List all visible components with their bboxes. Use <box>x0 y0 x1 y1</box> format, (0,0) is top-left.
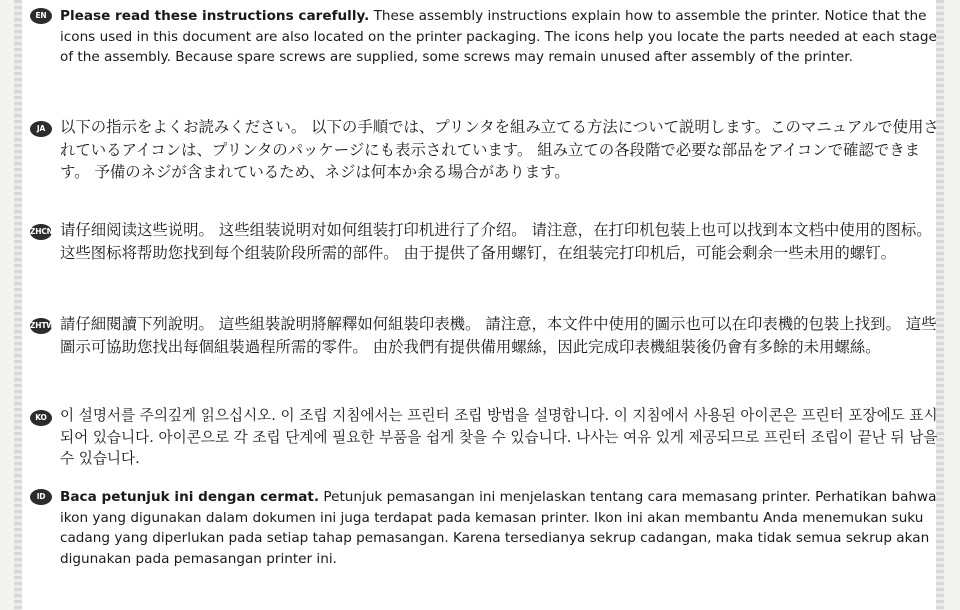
language-badge-ko: KO <box>30 410 52 426</box>
instruction-page <box>14 0 944 610</box>
language-badge-zhtw: ZHTW <box>30 318 52 334</box>
language-badge-en: EN <box>30 8 52 24</box>
scan-edge-left <box>14 0 22 610</box>
text-english: These assembly instructions explain how to assemble the printer. Notice that the icons used in this document are also located on the printer packaging. The icons help you locate the parts needed at each stage of the assembly. Because spare screws are supplied, some screws may remain unused after assembly of the printer. <box>60 8 937 66</box>
text-traditional-chinese: 請仔細閱讀下列說明。 這些組裝說明將解釋如何組裝印表機。 請注意，本文件中使用的圖示也可以在印表機的包裝上找到。 這些圖示可協助您找出每個組裝過程所需的零件。 由於我們有提供備用螺絲，因此完成印表機組裝後仍會有多餘的未用螺絲。 <box>60 315 937 356</box>
section-indonesian <box>36 487 940 569</box>
lead-indonesian: Baca petunjuk ini dengan cermat. <box>60 489 320 505</box>
section-traditional-chinese <box>30 313 940 358</box>
language-badge-ja: JA <box>30 121 52 137</box>
section-japanese <box>36 116 940 184</box>
lead-english: Please read these instructions carefully. <box>60 8 370 24</box>
language-badge-zhcn: ZHCN <box>30 224 52 240</box>
paragraph-indonesian <box>60 487 940 569</box>
language-badge-id: ID <box>30 489 52 505</box>
section-simplified-chinese <box>30 219 940 264</box>
paragraph-english <box>60 6 940 68</box>
section-korean <box>35 405 940 470</box>
text-korean: 이 설명서를 주의깊게 읽으십시오. 이 조립 지침에서는 프린터 조립 방법을 설명합니다. 이 지침에서 사용된 아이콘은 프린터 포장에도 표시되어 있습니다. 아이콘으로 각 조립 단계에 필요한 부품을 쉽게 찾을 수 있습니다. 나사는 여유 있게 제공되므로 프린터 조립이 끝난 뒤 남을 수 있습니다. <box>60 407 938 467</box>
text-simplified-chinese: 请仔细阅读这些说明。 这些组装说明对如何组装打印机进行了介绍。 请注意，在打印机包装上也可以找到本文档中使用的图标。 这些图标将帮助您找到每个组装阶段所需的部件。 由于提供了备用螺钉，在组装完打印机后，可能会剩余一些未用的螺钉。 <box>60 221 932 262</box>
paragraph-korean <box>60 405 940 470</box>
text-indonesian: Petunjuk pemasangan ini menjelaskan tentang cara memasang printer. Perhatikan bahwa ikon yang digunakan dalam dokumen ini juga terdapat pada kemasan printer. Ikon ini akan membantu Anda menemukan suku cadang yang diperlukan pada setiap tahap pemasangan. Karena tersedianya sekrup cadangan, maka tidak semua sekrup akan digunakan pada pemasangan printer ini. <box>60 489 937 567</box>
paragraph-simplified-chinese <box>60 219 940 264</box>
paragraph-traditional-chinese <box>60 313 940 358</box>
text-japanese: 以下の指示をよくお読みください。 以下の手順では、プリンタを組み立てる方法について説明します。このマニュアルで使用されているアイコンは、プリンタのパッケージにも表示されています。 組み立ての各段階で必要な部品をアイコンで確認できます。 予備のネジが含まれているため、ネジは何本か余る場合があります。 <box>60 118 939 181</box>
section-english <box>35 6 940 68</box>
paragraph-japanese <box>60 116 940 184</box>
